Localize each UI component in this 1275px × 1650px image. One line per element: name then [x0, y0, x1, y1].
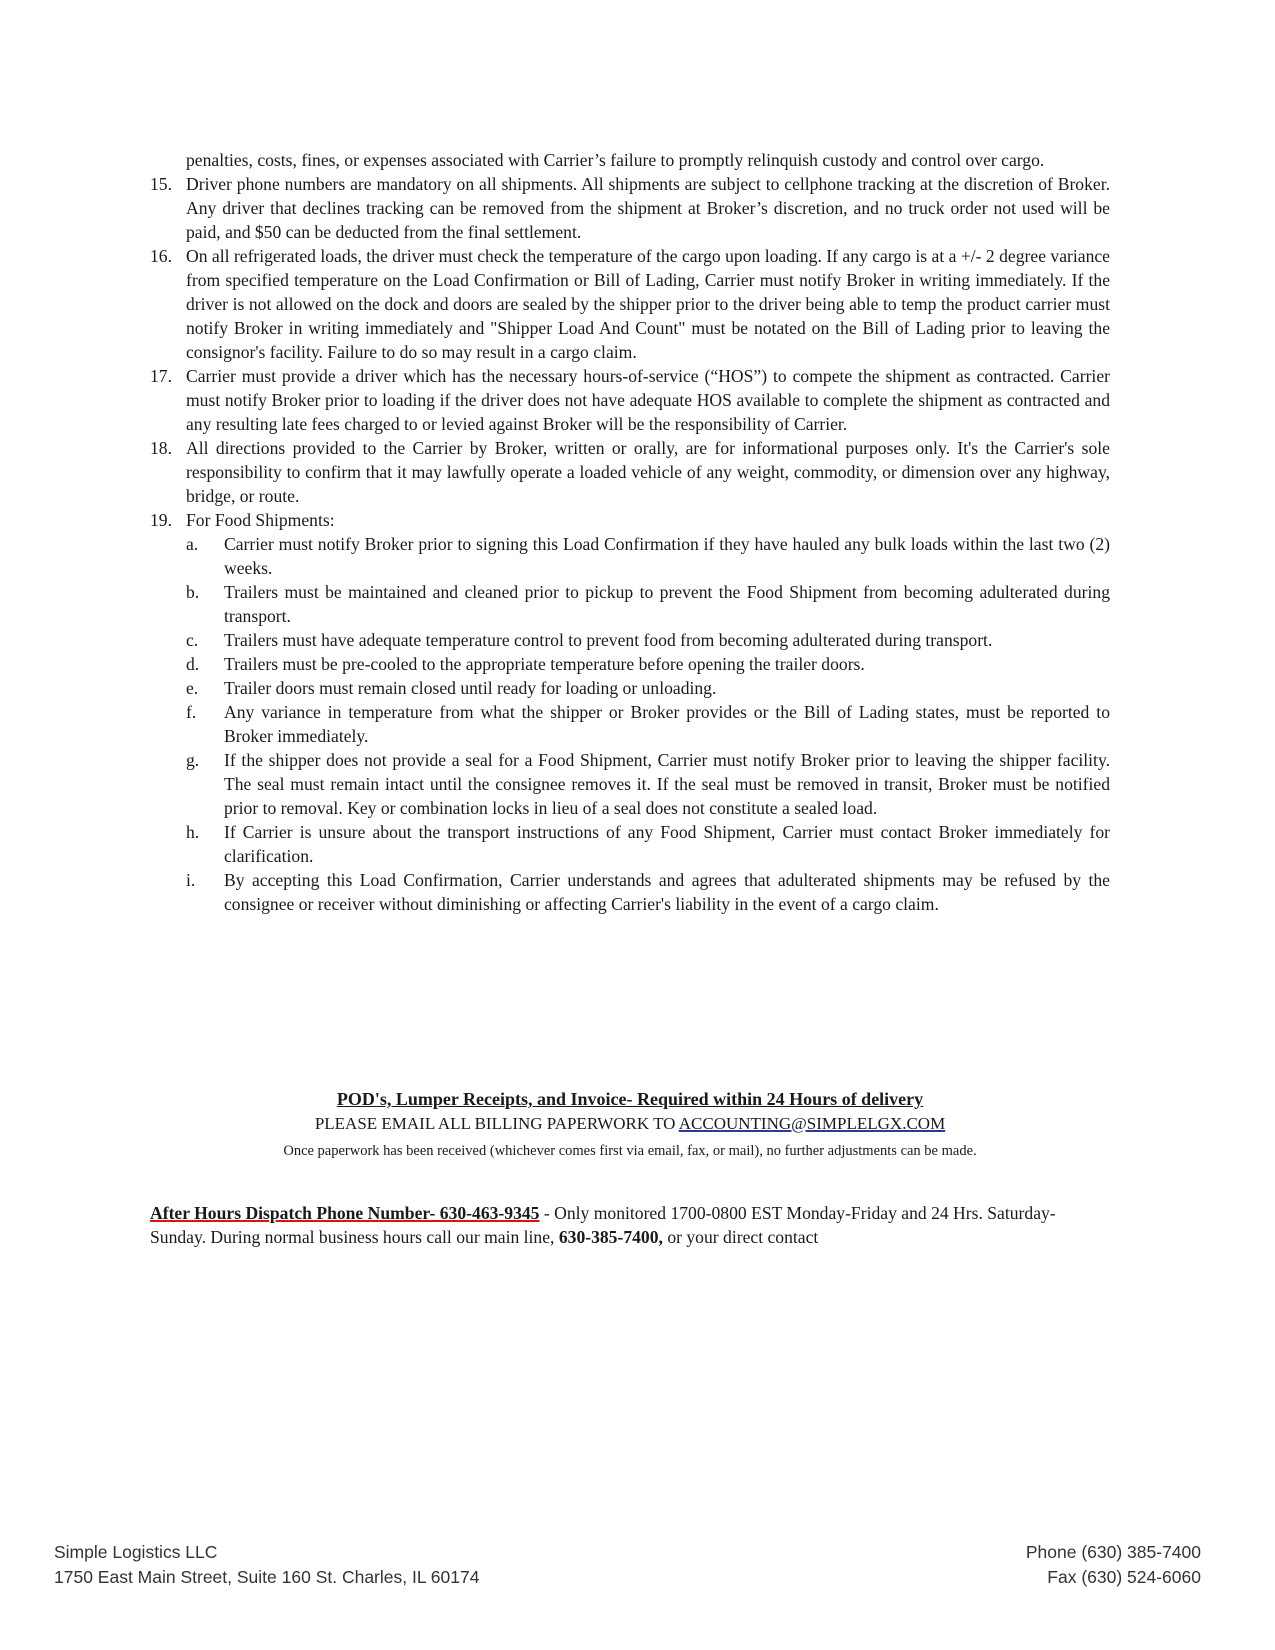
- subitem-text: Trailers must be maintained and cleaned prior to pickup to prevent the Food Shipment from becoming adulterated during transport.: [224, 582, 1110, 626]
- term-number: 18.: [150, 438, 172, 458]
- pods-heading: POD's, Lumper Receipts, and Invoice- Required within 24 Hours of delivery: [336, 1089, 924, 1109]
- terms-content: [150, 148, 1110, 916]
- food-subitem-a: [186, 532, 1110, 580]
- after-hours-text: - Only monitored 1700-0800 EST Monday-Friday and 24 Hrs. Saturday-Sunday. During normal business hours call our main line,: [150, 1203, 1056, 1247]
- after-hours-dispatch: [150, 1201, 1110, 1249]
- term-text: On all refrigerated loads, the driver must check the temperature of the cargo upon loading. If any cargo is at a +/- 2 degree variance from specified temperature on the Load Confirmation or Bill of Lading, Carrier must notify Broker in writing immediately. If the driver is not allowed on the dock and doors are sealed by the shipper prior to the driver being able to temp the product carrier must notify Broker in writing immediately and "Shipper Load And Count" must be notated on the Bill of Lading prior to leaving the consignor's facility. Failure to do so may result in a cargo claim.: [186, 246, 1110, 362]
- after-hours-phone: After Hours Dispatch Phone Number- 630-463-9345: [150, 1203, 540, 1223]
- food-subitem-i: [186, 868, 1110, 916]
- term-item-18: [150, 436, 1110, 508]
- billing-prefix: PLEASE EMAIL ALL BILLING PAPERWORK TO: [314, 1114, 679, 1133]
- main-line-phone: 630-385-7400,: [558, 1227, 663, 1247]
- food-subitem-h: [186, 820, 1110, 868]
- term-number: 19.: [150, 510, 172, 530]
- subitem-letter: a.: [186, 534, 199, 554]
- continued-paragraph: penalties, costs, fines, or expenses associated with Carrier’s failure to promptly relinquish custody and control over cargo.: [186, 150, 1045, 170]
- footer-contact-info: [1026, 1540, 1201, 1590]
- subitem-letter: h.: [186, 822, 200, 842]
- food-subitem-f: [186, 700, 1110, 748]
- subitem-letter: e.: [186, 678, 199, 698]
- billing-instructions: [150, 1114, 1110, 1134]
- subitem-letter: c.: [186, 630, 199, 650]
- subitem-text: Trailer doors must remain closed until ready for loading or unloading.: [224, 678, 717, 698]
- billing-email-link[interactable]: ACCOUNTING@SIMPLELGX.COM: [678, 1114, 946, 1133]
- term-item-19: [150, 508, 1110, 916]
- subitem-letter: i.: [186, 870, 196, 890]
- term-item-15: [150, 172, 1110, 244]
- term-item-17: [150, 364, 1110, 436]
- company-address: 1750 East Main Street, Suite 160 St. Charles, IL 60174: [54, 1567, 480, 1587]
- subitem-letter: f.: [186, 702, 197, 722]
- food-subitem-d: [186, 652, 1110, 676]
- term-number: 15.: [150, 174, 172, 194]
- subitem-text: Trailers must have adequate temperature control to prevent food from becoming adulterated during transport.: [224, 630, 993, 650]
- company-phone: Phone (630) 385-7400: [1025, 1542, 1201, 1562]
- after-hours-text-end: or your direct contact: [662, 1227, 819, 1247]
- subitem-letter: d.: [186, 654, 200, 674]
- company-name: Simple Logistics LLC: [54, 1542, 218, 1562]
- food-subitem-g: [186, 748, 1110, 820]
- term-number: 17.: [150, 366, 172, 386]
- paperwork-note: Once paperwork has been received (whichever comes first via email, fax, or mail), no further adjustments can be made.: [283, 1143, 977, 1159]
- subitem-letter: g.: [186, 750, 200, 770]
- subitem-text: By accepting this Load Confirmation, Carrier understands and agrees that adulterated shipments may be refused by the consignee or receiver without diminishing or affecting Carrier's liability in the event of a cargo claim.: [224, 870, 1110, 914]
- subitem-text: If Carrier is unsure about the transport instructions of any Food Shipment, Carrier must contact Broker immediately for clarification.: [224, 822, 1110, 866]
- food-subitem-e: [186, 676, 1110, 700]
- term-text: Driver phone numbers are mandatory on all shipments. All shipments are subject to cellphone tracking at the discretion of Broker. Any driver that declines tracking can be removed from the shipment at Broker’s discretion, and no truck order not used will be paid, and $50 can be deducted from the final settlement.: [186, 174, 1110, 242]
- company-fax: Fax (630) 524-6060: [1047, 1567, 1201, 1587]
- term-text: All directions provided to the Carrier by Broker, written or orally, are for informational purposes only. It's the Carrier's sole responsibility to confirm that it may lawfully operate a loaded vehicle of any weight, commodity, or dimension over any highway, bridge, or route.: [186, 438, 1110, 506]
- term-item-16: [150, 244, 1110, 364]
- term-number: 16.: [150, 246, 172, 266]
- food-subitem-b: [186, 580, 1110, 628]
- food-subitem-c: [186, 628, 1110, 652]
- subitem-text: Trailers must be pre-cooled to the appropriate temperature before opening the trailer doors.: [224, 654, 865, 674]
- footer-company-info: [54, 1540, 479, 1590]
- subitem-text: Carrier must notify Broker prior to signing this Load Confirmation if they have hauled any bulk loads within the last two (2) weeks.: [224, 534, 1110, 578]
- subitem-text: Any variance in temperature from what the shipper or Broker provides or the Bill of Lading states, must be reported to Broker immediately.: [224, 702, 1110, 746]
- subitem-letter: b.: [186, 582, 200, 602]
- term-text: For Food Shipments:: [186, 510, 335, 530]
- subitem-text: If the shipper does not provide a seal for a Food Shipment, Carrier must notify Broker prior to leaving the shipper facility. The seal must remain intact until the consignee removes it. If the seal must be removed in transit, Broker must be notified prior to removal. Key or combination locks in lieu of a seal does not constitute a sealed load.: [224, 750, 1110, 818]
- term-text: Carrier must provide a driver which has the necessary hours-of-service (“HOS”) to compete the shipment as contracted. Carrier must notify Broker prior to loading if the driver does not have adequate HOS available to complete the shipment as contracted and any resulting late fees charged to or levied against Broker will be the responsibility of Carrier.: [186, 366, 1110, 434]
